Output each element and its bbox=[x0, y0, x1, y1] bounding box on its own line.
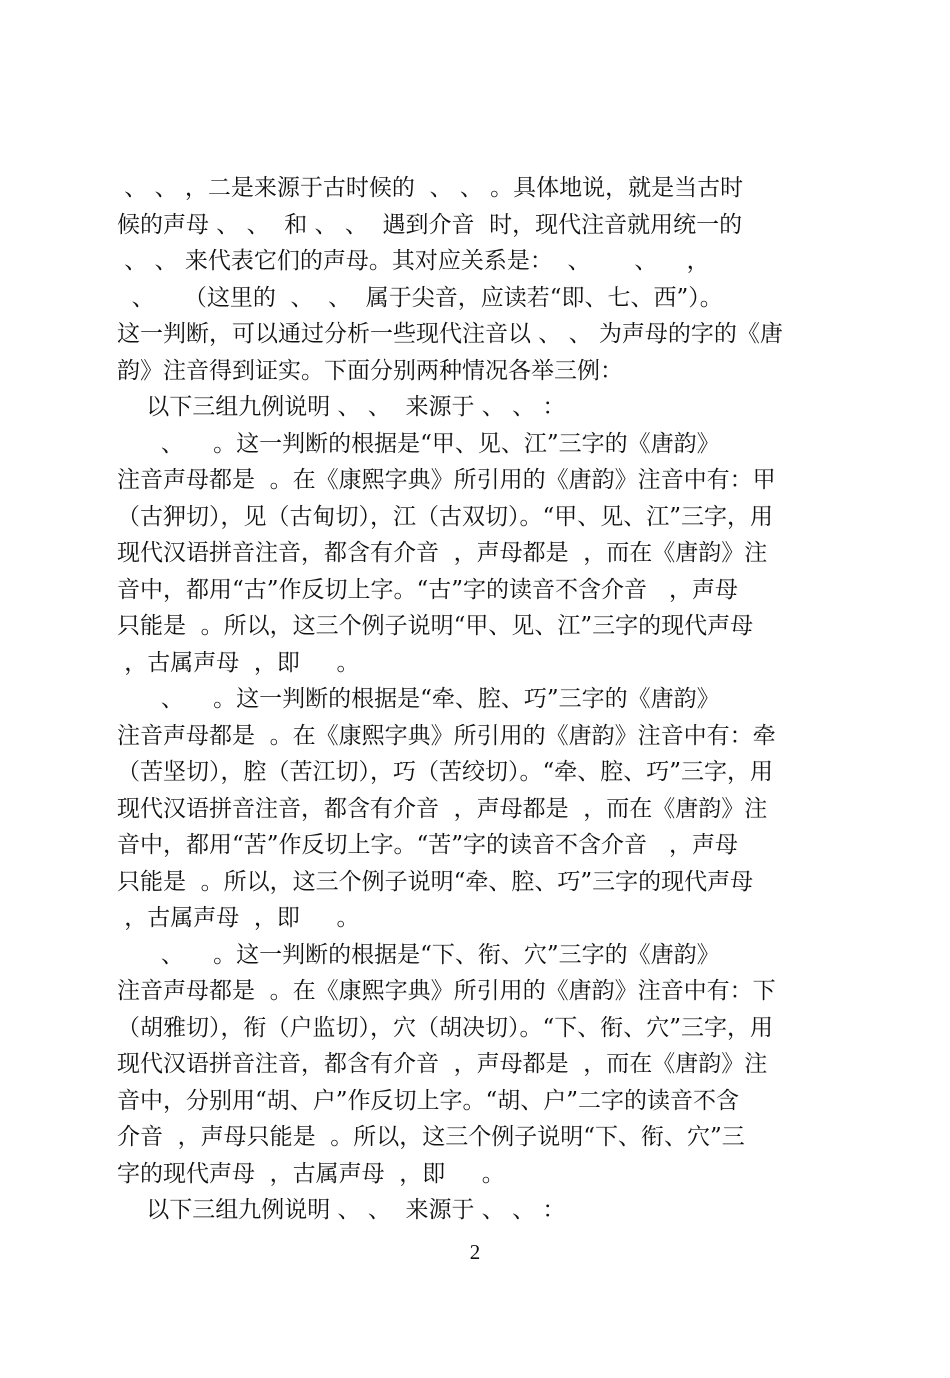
text-line: 、 、 来代表它们的声母。其对应关系是： 、 、 ， bbox=[117, 248, 710, 274]
text-line: 音中，都用“古”作反切上字。“古”字的读音不含介音 ，声母 bbox=[117, 577, 738, 603]
text-line: 以下三组九例说明 、 、 来源于 、 、 ： bbox=[117, 394, 566, 420]
text-line: 现代汉语拼音注音，都含有介音 ，声母都是 ，而在《唐韵》注 bbox=[117, 1051, 768, 1077]
text-line: 只能是 。所以，这三个例子说明“牵、腔、巧”三字的现代声母 bbox=[117, 869, 754, 895]
text-line: 、 （这里的 、 、 属于尖音，应读若“即、七、西”）。 bbox=[117, 285, 723, 311]
text-line: 音中，分别用“胡、户”作反切上字。“胡、户”二字的读音不含 bbox=[117, 1088, 740, 1114]
text-line: 以下三组九例说明 、 、 来源于 、 、 ： bbox=[117, 1197, 566, 1223]
text-line: 、 、 ，二是来源于古时候的 、 、 。具体地说，就是当古时 bbox=[117, 175, 744, 201]
text-line: ，古属声母 ，即 。 bbox=[117, 650, 360, 676]
text-line: 现代汉语拼音注音，都含有介音 ，声母都是 ，而在《唐韵》注 bbox=[117, 796, 768, 822]
text-line: 、 。这一判断的根据是“甲、见、江”三字的《唐韵》 bbox=[117, 431, 720, 457]
text-line: 注音声母都是 。在《康熙字典》所引用的《唐韵》注音中有：牵 bbox=[117, 723, 776, 749]
text-line: 现代汉语拼音注音，都含有介音 ，声母都是 ，而在《唐韵》注 bbox=[117, 540, 768, 566]
text-line: 注音声母都是 。在《康熙字典》所引用的《唐韵》注音中有：甲 bbox=[117, 467, 776, 493]
text-line: 音中，都用“苦”作反切上字。“苦”字的读音不含介音 ，声母 bbox=[117, 832, 738, 858]
text-line: （古狎切），见（古甸切），江（古双切）。“甲、见、江”三字，用 bbox=[117, 504, 774, 530]
text-line: 注音声母都是 。在《康熙字典》所引用的《唐韵》注音中有：下 bbox=[117, 978, 776, 1004]
text-line: 、 。这一判断的根据是“牵、腔、巧”三字的《唐韵》 bbox=[117, 686, 720, 712]
text-line: 这一判断，可以通过分析一些现代注音以 、 、 为声母的字的《唐 bbox=[117, 321, 783, 347]
text-line: 介音 ，声母只能是 。所以，这三个例子说明“下、衔、穴”三 bbox=[117, 1124, 745, 1150]
text-line: （胡雅切），衔（户监切），穴（胡决切）。“下、衔、穴”三字，用 bbox=[117, 1015, 774, 1041]
text-line: 韵》注音得到证实。下面分别两种情况各举三例： bbox=[117, 358, 623, 384]
page-number: 2 bbox=[469, 1240, 481, 1264]
text-line: 、 。这一判断的根据是“下、衔、穴”三字的《唐韵》 bbox=[117, 942, 720, 968]
text-line: （苦坚切），腔（苦江切），巧（苦绞切）。“牵、腔、巧”三字，用 bbox=[117, 759, 774, 785]
text-line: 只能是 。所以，这三个例子说明“甲、见、江”三字的现代声母 bbox=[117, 613, 754, 639]
text-line: 字的现代声母 ，古属声母 ，即 。 bbox=[117, 1161, 505, 1187]
text-line: ，古属声母 ，即 。 bbox=[117, 905, 360, 931]
text-line: 候的声母 、 、 和 、 、 遇到介音 时，现代注音就用统一的 bbox=[117, 212, 743, 238]
